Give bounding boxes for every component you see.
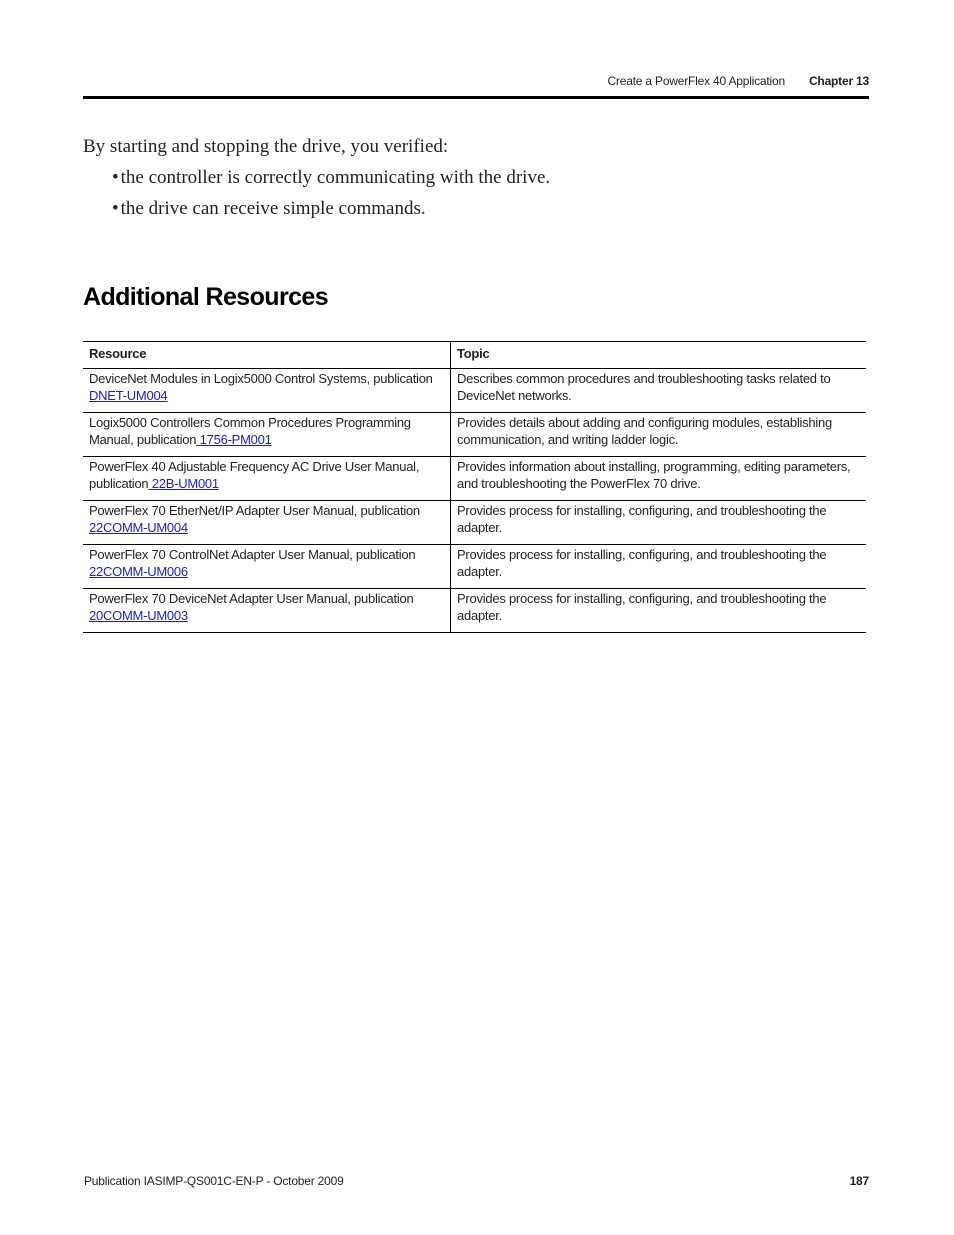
table-row [83, 369, 866, 413]
verification-list [112, 167, 550, 229]
list-item-text: the controller is correctly communicating with the drive. [120, 167, 551, 188]
footer-publication: Publication IASIMP-QS001C-EN-P - October 2009 [84, 1174, 344, 1188]
table-row [83, 457, 866, 501]
topic-cell: Provides process for installing, configuring, and troubleshooting the adapter. [451, 501, 867, 545]
section-title: Additional Resources [83, 283, 328, 311]
resource-cell [83, 457, 451, 501]
resource-text: DeviceNet Modules in Logix5000 Control Systems, publication [89, 371, 433, 386]
resource-text: PowerFlex 70 DeviceNet Adapter User Manual, publication [89, 591, 414, 606]
page-number: 187 [849, 1174, 869, 1188]
list-item-text: the drive can receive simple commands. [120, 198, 426, 219]
publication-link[interactable]: 22B-UM001 [148, 476, 219, 491]
resource-cell [83, 369, 451, 413]
resource-text: PowerFlex 70 EtherNet/IP Adapter User Manual, publication [89, 503, 420, 518]
table-row [83, 545, 866, 589]
publication-link[interactable]: 1756-PM001 [196, 432, 272, 447]
list-item [112, 167, 550, 198]
resource-cell [83, 413, 451, 457]
header-rule [83, 96, 869, 99]
intro-paragraph: By starting and stopping the drive, you verified: [83, 136, 449, 157]
resource-cell [83, 589, 451, 633]
topic-cell: Provides process for installing, configuring, and troubleshooting the adapter. [451, 589, 867, 633]
topic-cell: Provides process for installing, configuring, and troubleshooting the adapter. [451, 545, 867, 589]
column-header-resource: Resource [83, 342, 451, 369]
resource-text: Logix5000 Controllers Common Procedures Programming Manual, publication [89, 415, 411, 447]
page-header [84, 74, 869, 90]
column-header-topic: Topic [451, 342, 867, 369]
resources-table [83, 341, 866, 633]
bullet-icon: • [112, 167, 119, 188]
header-section-title: Create a PowerFlex 40 Application [607, 74, 785, 88]
table-row [83, 501, 866, 545]
resource-text: PowerFlex 70 ControlNet Adapter User Manual, publication [89, 547, 416, 562]
topic-cell: Describes common procedures and troubleshooting tasks related to DeviceNet networks. [451, 369, 867, 413]
topic-cell: Provides information about installing, programming, editing parameters, and troubleshooting the PowerFlex 70 drive. [451, 457, 867, 501]
list-item [112, 198, 550, 229]
publication-link[interactable]: 20COMM-UM003 [89, 608, 188, 623]
resource-cell [83, 545, 451, 589]
header-chapter-label: Chapter 13 [808, 74, 869, 88]
publication-link[interactable]: 22COMM-UM004 [89, 520, 188, 535]
resource-text: PowerFlex 40 Adjustable Frequency AC Drive User Manual, publication [89, 459, 420, 491]
bullet-icon: • [112, 198, 119, 219]
resource-cell [83, 501, 451, 545]
table-header-row [83, 342, 866, 369]
page-footer [84, 1174, 869, 1188]
table-row [83, 413, 866, 457]
table-row [83, 589, 866, 633]
publication-link[interactable]: DNET-UM004 [89, 388, 168, 403]
topic-cell: Provides details about adding and configuring modules, establishing communication, and writing ladder logic. [451, 413, 867, 457]
publication-link[interactable]: 22COMM-UM006 [89, 564, 188, 579]
